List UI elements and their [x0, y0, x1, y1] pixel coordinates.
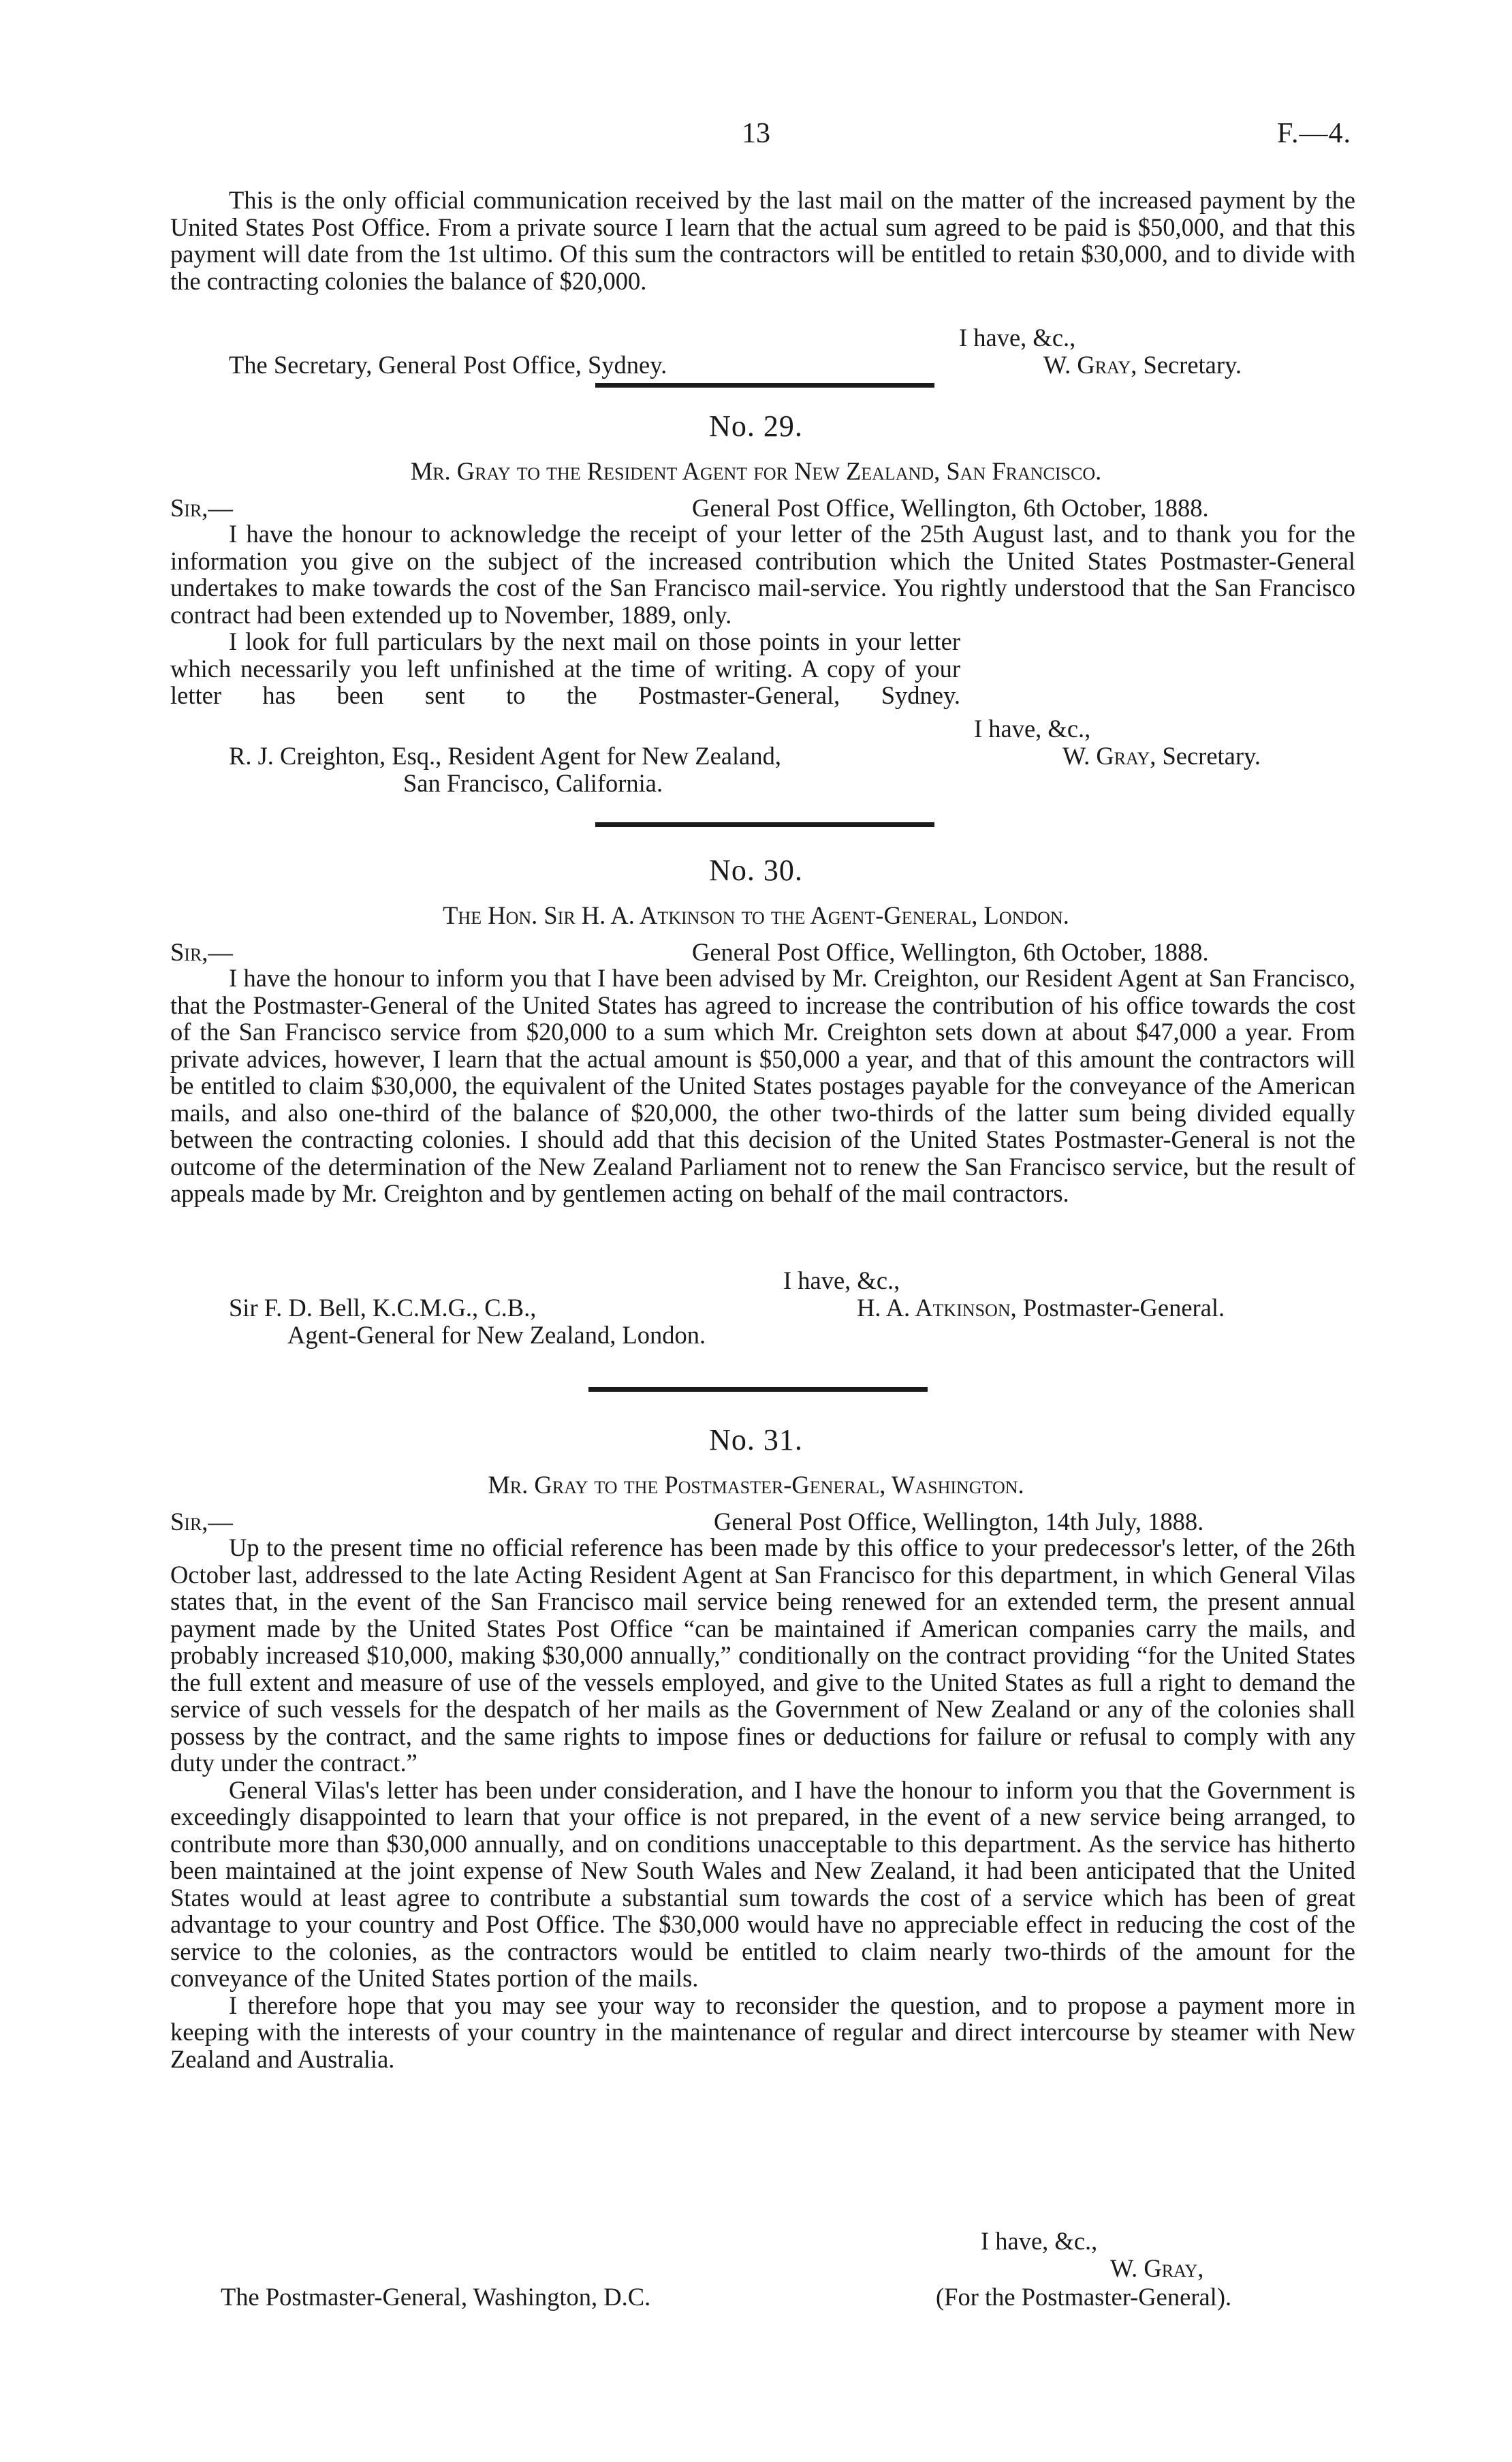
letter-number: No. 30.	[709, 854, 803, 887]
letter-heading: The Hon. Sir H. A. Atkinson to the Agent-General, London.	[443, 901, 1069, 929]
letter-paragraph: General Vilas's letter has been under consideration, and I have the honour to inform you that the Government is exceedingly disappointed to learn that your office is not prepared, in the event of a new service being arranged, to contribute more than $30,000 annually, and on conditions unacceptable to this department. As the service has hitherto been maintained at the joint expense of New South Wales and New Zealand, it had been anticipated that the United States would at least agree to contribute a substantial sum towards the cost of a service which has been of great advantage to your country and Post Office. The $30,000 would have no appreciable effect in reducing the cost of the service to the colonies, as the contractors would be entitled to claim nearly two-thirds of the amount for the conveyance of the United States portion of the mails.	[170, 1775, 1355, 1992]
signature-title: Postmaster-General.	[1022, 1294, 1225, 1322]
letter-heading: Mr. Gray to the Resident Agent for New Zealand, San Francisco.	[410, 457, 1102, 485]
letter-paragraph: I have the honour to inform you that I have been advised by Mr. Creighton, our Resident Agent at San Francisco, that the Postmaster-General of the United States has agreed to increase the contribution of his office towards the cost of the San Francisco service from $20,000 to a sum which Mr. Creighton sets down at about $47,000 a year. From private advices, however, I learn that the actual amount is $50,000 a year, and that of this amount the contractors will be entitled to claim $30,000, the equivalent of the United States postages payable for the conveyance of the American mails, and also one-third of the balance of $20,000, the other two-thirds of the latter sum being divided equally between the contracting colonies. I should add that this decision of the United States Postmaster-General is not the outcome of the determination of the New Zealand Parliament not to renew the San Francisco service, but the result of appeals made by Mr. Creighton and by gentlemen acting on behalf of the mail contractors.	[170, 964, 1355, 1207]
section-divider	[595, 822, 934, 827]
intro-section	[170, 187, 1355, 294]
letter-closing: I have, &c.,	[783, 1266, 900, 1294]
letter-signature	[1062, 741, 1261, 770]
letter-closing: I have, &c.,	[981, 2227, 1098, 2255]
letter-paragraph: Up to the present time no official reference has been made by this office to your predecessor's letter, of the 26th October last, addressed to the late Acting Resident Agent at San Francisco for this department, in which General Vilas states that, in the event of the San Francisco mail service being renewed for an extended term, the present annual payment made by the United States Post Office “can be maintained if American companies carry the mails, and probably increased $10,000, making $30,000 annually,” conditionally on the contract providing “for the United States the full extent and measure of use of the vessels employed, and give to the United States as full a right to demand the service of such vessels for the despatch of her mails as the Government of New Zealand or any of the colonies shall possess by the contract, and the same rights to impose fines or deductions for failure or refusal to comply with any duty under the contract.”	[170, 1533, 1355, 1777]
addressee-line: R. J. Creighton, Esq., Resident Agent for New Zealand,	[229, 742, 781, 770]
salutation: Sir,—	[170, 494, 233, 522]
letter-paragraph: I have the honour to acknowledge the receipt of your letter of the 25th August last, and to thank you for the information you give on the subject of the increased contribution which the United States Postmaster-General undertakes to make towards the cost of the San Francisco mail-service. You rightly understood that the San Francisco contract had been extended up to November, 1889, only.	[170, 520, 1355, 629]
addressee-line: Agent-General for New Zealand, London.	[287, 1321, 706, 1349]
place-date: General Post Office, Wellington, 14th July, 1888.	[714, 1508, 1204, 1536]
letter-paragraph: I therefore hope that you may see your way to reconsider the question, and to propose a payment more in keeping with the interests of your country in the maintenance of regular and direct intercourse by steamer with New Zealand and Australia.	[170, 1991, 1355, 2073]
intro-signature	[1043, 350, 1242, 379]
letter-body	[170, 965, 1355, 1207]
salutation: Sir,—	[170, 1508, 233, 1536]
signature-title: Secretary.	[1162, 742, 1261, 770]
letter-body	[170, 1534, 1355, 2072]
letter-number: No. 29.	[709, 409, 803, 443]
addressee-line: The Postmaster-General, Washington, D.C.	[221, 2283, 651, 2311]
addressee-line: Sir F. D. Bell, K.C.M.G., C.B.,	[229, 1294, 537, 1322]
letter-body	[170, 520, 1355, 709]
section-divider	[588, 1387, 928, 1392]
intro-paragraph: This is the only official communication received by the last mail on the matter of the increased payment by the United States Post Office. From a private source I learn that the actual sum agreed to be paid is $50,000, and that this payment will date from the 1st ultimo. Of this sum the contractors will be entitled to retain $30,000, and to divide with the contracting colonies the balance of $20,000.	[170, 186, 1355, 295]
signature-name: H. A. Atkinson,	[857, 1294, 1017, 1322]
section-divider	[595, 383, 934, 388]
letter-number: No. 31.	[709, 1423, 803, 1456]
signature-title: Secretary.	[1143, 351, 1242, 379]
intro-addressee: The Secretary, General Post Office, Sydney.	[229, 351, 667, 379]
salutation: Sir,—	[170, 938, 233, 966]
letter-heading: Mr. Gray to the Postmaster-General, Washington.	[488, 1471, 1024, 1499]
letter-signature	[857, 1293, 1225, 1322]
signature-name: W. Gray,	[1043, 351, 1137, 379]
page-reference: F.—4.	[1277, 118, 1351, 149]
place-date: General Post Office, Wellington, 6th October, 1888.	[692, 494, 1209, 522]
page-number: 13	[742, 118, 770, 149]
signature-name: W. Gray,	[1062, 742, 1156, 770]
place-date: General Post Office, Wellington, 6th October, 1888.	[692, 938, 1209, 966]
signature-name: W. Gray,	[1110, 2254, 1204, 2282]
signature-title: (For the Postmaster-General).	[936, 2283, 1232, 2311]
intro-closing: I have, &c.,	[959, 324, 1076, 352]
letter-paragraph: I look for full particulars by the next mail on those points in your letter which necessarily you left unfinished at the time of writing. A copy of your letter has been sent to the Postmaster-General, Sydney.	[170, 627, 960, 709]
addressee-line: San Francisco, California.	[403, 769, 663, 797]
letter-closing: I have, &c.,	[974, 715, 1091, 743]
